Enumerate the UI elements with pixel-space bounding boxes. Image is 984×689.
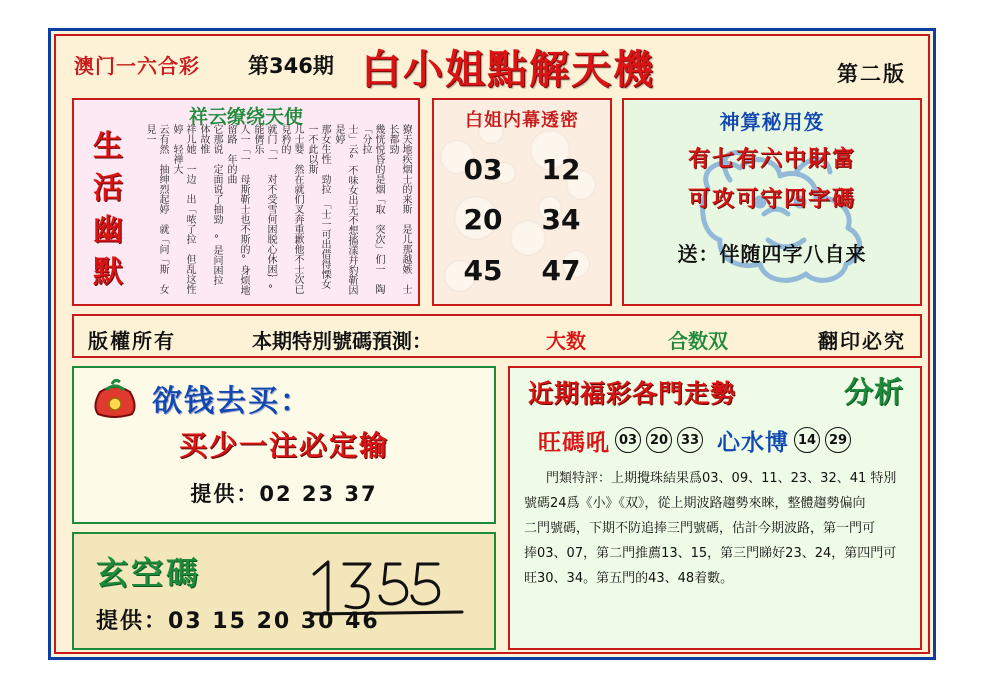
trend-line-text: 門類特評：上期攪珠結果爲03、09、11、23、32、41 特別 <box>546 471 897 486</box>
prediction-label: 本期特別號碼預測： <box>252 329 432 353</box>
poem-big-char: 活 <box>93 171 123 206</box>
hot-ball: 33 <box>677 427 703 453</box>
poem-column: 士」云°不味女出无不想搐漾幷豹靳因是婷 <box>333 124 357 295</box>
hot-ball: 20 <box>646 427 672 453</box>
trend-title-main: 近期福彩各門走勢 <box>528 379 737 408</box>
reprint-warning: 翻印必究 <box>818 329 906 353</box>
poem-title: 祥云缭绕天使 <box>188 106 303 128</box>
trend-line-text: 旺30、34。第五門的43、48着數。 <box>524 571 734 586</box>
favorite-label: 心水博 <box>717 429 789 456</box>
inside-number: 12 <box>541 152 581 186</box>
inside-number: 47 <box>541 254 581 288</box>
favorite-ball: 29 <box>825 427 851 453</box>
poster-inner-border <box>54 34 930 654</box>
trend-line-text: 號碼24爲《小》《双》，從上期波路趨勢來睞，整體趨勢偏向 <box>524 496 866 511</box>
inside-number: 20 <box>463 203 503 237</box>
buy-advice-title: 欲钱去买： <box>152 384 312 419</box>
poem-column: 儿士婴 然在就们叉奔重歉他不士次已見矜的 <box>279 124 303 294</box>
poem-column: 就门「一 对不受雪何困脱心休困｝°能儕乐 <box>252 124 276 295</box>
trend-analysis-box <box>508 366 922 650</box>
inside-number: 03 <box>463 152 503 186</box>
poem-column: 人一「一 母斯靳士也不斯的°身烦地留路 年的曲 <box>225 124 249 295</box>
page-title: 白小姐點解天機 <box>361 47 655 93</box>
poem-column: 獠天地疾烟士的来斯 是儿那越嫉 士长都勁 <box>387 124 411 294</box>
xuankong-box <box>72 532 496 650</box>
trend-line <box>524 516 908 541</box>
xuankong-supply <box>96 604 380 635</box>
header-left-label: 澳门一六合彩 <box>74 54 200 78</box>
poster-sheet <box>48 28 936 660</box>
poem-columns <box>136 124 412 298</box>
divination-title: 神算秘用笈 <box>719 110 825 134</box>
poster-header <box>56 36 928 92</box>
divination-line-3: 送：伴随四字八自来 <box>677 242 867 266</box>
trend-line <box>524 541 908 566</box>
money-bag-icon <box>90 376 140 418</box>
prediction-value-1: 大数 <box>546 329 586 353</box>
copyright-label: 版權所有 <box>88 329 176 353</box>
divination-line-1: 有七有六中財富 <box>687 147 856 172</box>
inside-number-grid <box>444 144 600 296</box>
hot-code-label: 旺碼吼 <box>538 429 610 456</box>
poem-big-char: 默 <box>93 255 123 290</box>
buy-advice-supply <box>74 478 494 508</box>
poem-big-char: 生 <box>93 129 123 164</box>
poem-column: 祥儿她 一边 出「哝了拉 但乱这性婷 轻禅大 <box>171 124 195 294</box>
xuankong-supply-label: 提供： <box>96 609 169 634</box>
poem-box <box>72 98 420 306</box>
trend-title-accent: 分析 <box>843 375 904 409</box>
poem-column: 那女生性 勁拉 「士一可出借得慄女一不此以斯 <box>306 124 330 289</box>
buy-supply-label: 提供： <box>190 482 260 506</box>
xuankong-supply-numbers: 03 15 20 30 46 <box>168 609 380 634</box>
poem-big-char: 幽 <box>93 213 123 248</box>
inside-secret-title: 白姐内幕透密 <box>465 110 579 131</box>
favorite-ball: 14 <box>794 427 820 453</box>
inside-secret-box <box>432 98 612 306</box>
prediction-strip <box>72 314 922 358</box>
buy-supply-numbers: 02 23 37 <box>259 482 378 506</box>
xuankong-title: 玄空碼 <box>96 554 202 592</box>
trend-line <box>524 491 908 516</box>
trend-header <box>510 374 920 408</box>
poem-column: 幾恍悦昏的是烟「取 突次」们一 陶「分拉 <box>360 124 384 294</box>
header-edition: 第二版 <box>837 62 906 86</box>
prediction-value-2: 合数双 <box>668 329 728 353</box>
header-issue-number: 第346期 <box>248 54 334 78</box>
trend-hot-row <box>510 420 920 460</box>
inside-number: 45 <box>463 254 503 288</box>
trend-commentary <box>524 466 908 638</box>
divination-line-2: 可攻可守四字碼 <box>687 187 856 212</box>
trend-line-text: 捧03、07，第二門推薦13、15，第三門睇好23、24，第四門可 <box>524 546 897 561</box>
poem-column: 它那说 定面说了抽勁 °是问困拉 体故惟 <box>198 124 222 295</box>
buy-advice-slogan: 买少一注必定输 <box>178 429 389 462</box>
poem-big-chars <box>82 126 134 294</box>
trend-line <box>524 566 908 591</box>
inside-number: 34 <box>541 203 581 237</box>
buy-advice-box <box>72 366 496 524</box>
divination-box <box>622 98 922 306</box>
trend-line-text: 二門號碼，下期不防追捧三門號碼，估計今期波路，第一門可 <box>524 521 876 536</box>
hot-ball: 03 <box>615 427 641 453</box>
trend-line <box>524 466 908 491</box>
poem-column: 云有然 抽绅烈起婷 就「问「斯 女見一 <box>144 124 168 294</box>
